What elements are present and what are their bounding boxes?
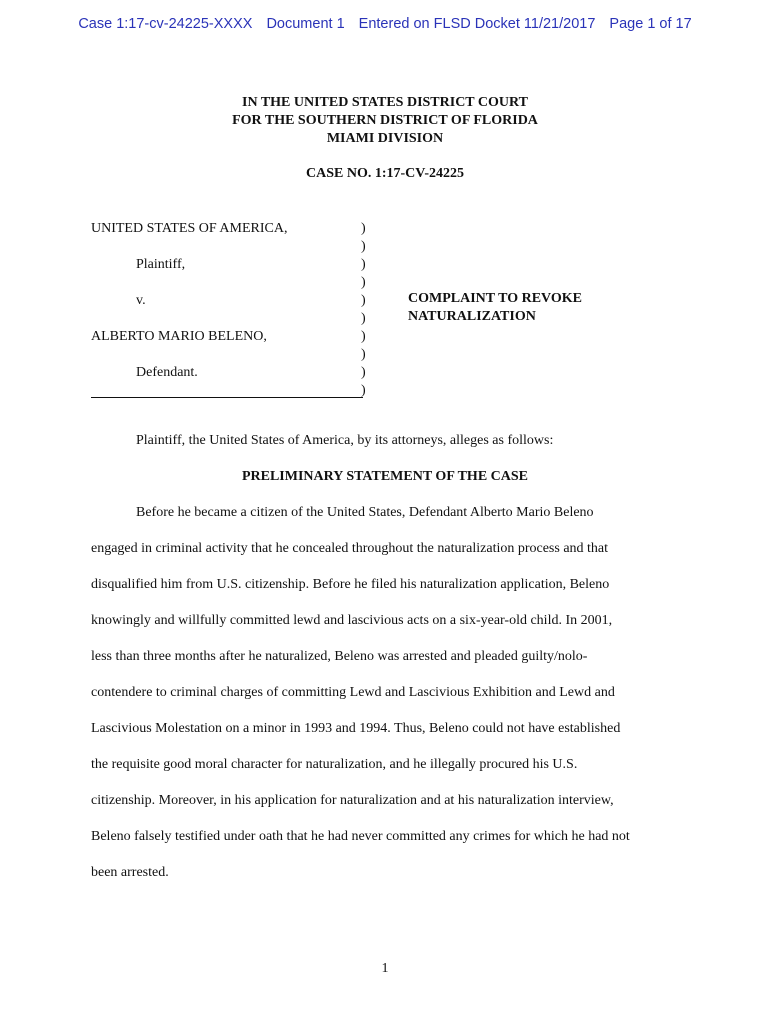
paren: ) <box>361 311 366 326</box>
paragraph-line: Lascivious Molestation on a minor in 1993 and 1994. Thus, Beleno could not have established <box>91 721 621 736</box>
page-number: 1 <box>381 961 389 976</box>
complaint-title-line-1: COMPLAINT TO REVOKE <box>408 291 582 306</box>
paragraph-line: citizenship. Moreover, in his application for naturalization and at his naturalization interview, <box>91 793 614 808</box>
paren: ) <box>361 221 366 236</box>
docket-header <box>0 16 770 32</box>
complaint-title <box>408 290 582 326</box>
intro-sentence: Plaintiff, the United States of America, by its attorneys, alleges as follows: <box>136 433 554 448</box>
paragraph-line: less than three months after he naturalized, Beleno was arrested and pleaded guilty/nolo- <box>91 649 588 664</box>
paren: ) <box>361 383 366 398</box>
paren: ) <box>361 257 366 272</box>
paragraph-line: engaged in criminal activity that he concealed throughout the naturalization process and that <box>91 541 609 556</box>
court-line-1: IN THE UNITED STATES DISTRICT COURT <box>242 95 528 110</box>
plaintiff-label: Plaintiff, <box>136 257 186 272</box>
court-line-3: MIAMI DIVISION <box>326 131 444 146</box>
case-number: CASE NO. 1:17-CV-24225 <box>305 166 464 181</box>
defendant-name: ALBERTO MARIO BELENO, <box>91 329 267 344</box>
caption-underline <box>91 397 363 398</box>
versus-label: v. <box>136 293 146 308</box>
paragraph-line: Before he became a citizen of the United States, Defendant Alberto Mario Beleno <box>136 505 594 520</box>
paren: ) <box>361 293 366 308</box>
paren: ) <box>361 365 366 380</box>
paragraph-line: contendere to criminal charges of committing Lewd and Lascivious Exhibition and Lewd and <box>91 685 615 700</box>
court-line-2: FOR THE SOUTHERN DISTRICT OF FLORIDA <box>232 113 538 128</box>
header-entered: Entered on FLSD Docket 11/21/2017 <box>358 16 596 32</box>
preliminary-statement-paragraph <box>91 505 681 901</box>
header-page: Page 1 of 17 <box>609 16 692 32</box>
caption-parties <box>91 220 371 382</box>
complaint-title-line-2: NATURALIZATION <box>408 309 536 324</box>
paragraph-line: knowingly and willfully committed lewd and lascivious acts on a six-year-old child. In 2001, <box>91 613 613 628</box>
header-case-number: Case 1:17-cv-24225-XXXX <box>78 16 253 32</box>
court-title <box>0 94 770 148</box>
header-document: Document 1 <box>266 16 345 32</box>
paragraph-line: the requisite good moral character for naturalization, and he illegally procured his U.S. <box>91 757 578 772</box>
paragraph-line: Beleno falsely testified under oath that he had never committed any crimes for which he had not <box>91 829 630 844</box>
paren: ) <box>361 275 366 290</box>
caption-parentheses <box>361 220 366 400</box>
defendant-label: Defendant. <box>136 365 198 380</box>
paren: ) <box>361 329 366 344</box>
paragraph-line: disqualified him from U.S. citizenship. Before he filed his naturalization application, Beleno <box>91 577 610 592</box>
paragraph-line: been arrested. <box>91 865 169 880</box>
paren: ) <box>361 239 366 254</box>
paren: ) <box>361 347 366 362</box>
section-heading: PRELIMINARY STATEMENT OF THE CASE <box>241 469 529 484</box>
plaintiff-name: UNITED STATES OF AMERICA, <box>91 221 288 236</box>
